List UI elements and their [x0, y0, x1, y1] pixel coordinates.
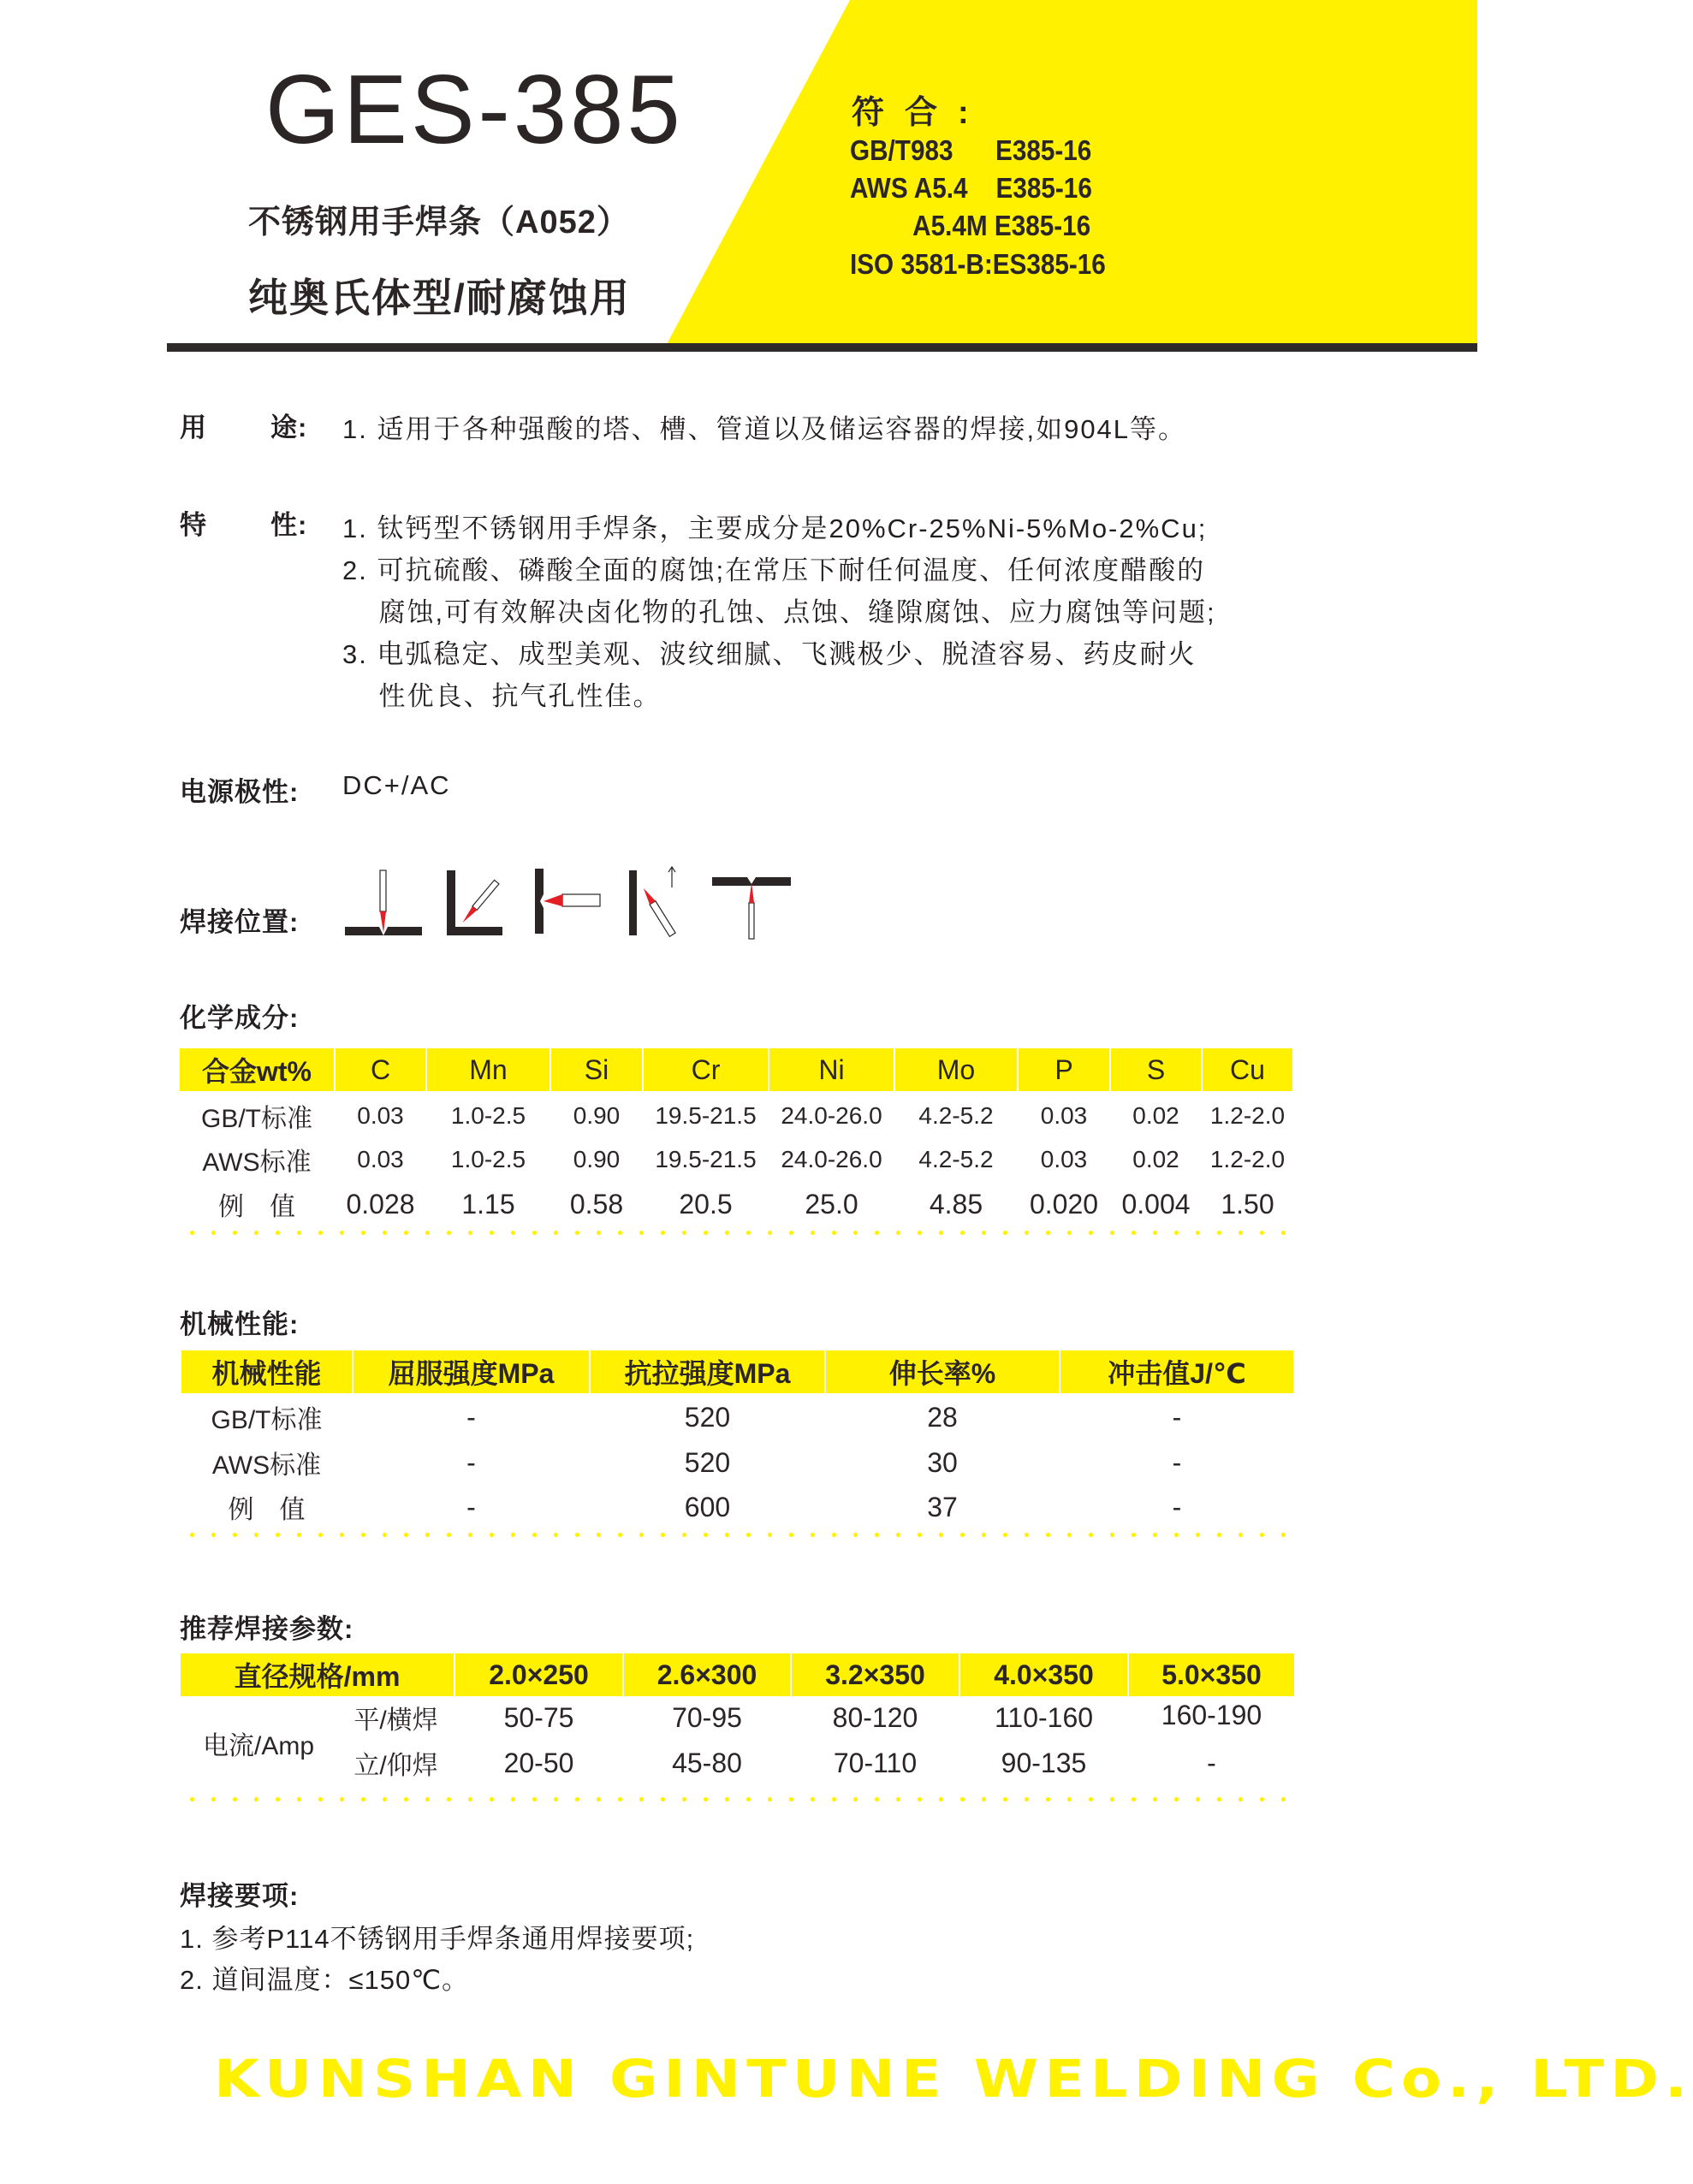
chem-cell: 1.2-2.0: [1209, 1146, 1286, 1172]
param-cell: -: [1207, 1747, 1216, 1778]
chem-cell: 0.90: [573, 1146, 621, 1172]
header-yellow-panel: [0, 0, 1477, 351]
chem-cell: 4.2-5.2: [918, 1102, 994, 1129]
usage-label-1: 用: [180, 412, 207, 442]
mech-cell: 37: [927, 1491, 958, 1522]
param-header-cell: 2.6×300: [624, 1653, 790, 1696]
chem-cell: 0.58: [569, 1188, 624, 1220]
feature-line: 2. 可抗硫酸、磷酸全面的腐蚀;在常压下耐任何温度、任何浓度醋酸的: [342, 555, 1206, 585]
chem-cell: 19.5-21.5: [655, 1102, 757, 1129]
chem-header-cell: C: [336, 1048, 425, 1091]
mech-cell: -: [466, 1446, 476, 1478]
chem-header-cell: Mn: [427, 1048, 549, 1091]
param-cell: 80-120: [832, 1701, 918, 1733]
chem-cell: 24.0-26.0: [781, 1146, 882, 1172]
chem-cell: 0.02: [1132, 1146, 1179, 1172]
usage-item: 1. 适用于各种强酸的塔、槽、管道以及储运容器的焊接,如904L等。: [342, 414, 1187, 444]
param-cell: 45-80: [672, 1747, 742, 1778]
param-header-cell: 5.0×350: [1129, 1653, 1294, 1696]
chem-header-cell: P: [1019, 1048, 1109, 1091]
chem-cell: 0.02: [1132, 1102, 1179, 1129]
mech-cell: -: [1172, 1401, 1182, 1433]
param-cell: 90-135: [1001, 1747, 1087, 1778]
vertical-up-position-icon: [629, 867, 675, 936]
mech-cell: -: [1172, 1446, 1182, 1478]
dotted-divider: [181, 1231, 1294, 1235]
chem-cell: 0.90: [573, 1102, 621, 1129]
param-header-cell: 4.0×350: [960, 1653, 1127, 1696]
dotted-divider: [181, 1533, 1294, 1537]
feature-line: 腐蚀,可有效解决卤化物的孔蚀、点蚀、缝隙腐蚀、应力腐蚀等问题;: [342, 597, 1216, 627]
chem-row-label: AWS标准: [202, 1148, 312, 1177]
mech-cell: 520: [684, 1401, 731, 1433]
current-row-label: 立/仰焊: [353, 1752, 438, 1780]
mech-cell: 600: [684, 1491, 731, 1522]
overhead-position-icon: [712, 877, 791, 939]
chem-cell: 4.2-5.2: [918, 1146, 994, 1172]
feature-line: 性优良、抗气孔性佳。: [342, 681, 662, 711]
chem-header-cell: 合金wt%: [180, 1048, 334, 1091]
current-row-label: 平/横焊: [353, 1706, 438, 1735]
note-item: 1. 参考P114不锈钢用手焊条通用焊接要项;: [180, 1924, 695, 1954]
mech-header-cell: 抗拉强度MPa: [591, 1350, 824, 1393]
chem-cell: 1.15: [461, 1188, 515, 1220]
dotted-divider: [181, 1797, 1294, 1801]
chem-cell: 0.03: [357, 1146, 404, 1172]
chemical-title: 化学成分:: [180, 1003, 300, 1033]
mech-header-cell: 冲击值J/℃: [1060, 1350, 1293, 1393]
param-header-cell: 2.0×250: [455, 1653, 622, 1696]
mech-cell: 28: [927, 1401, 958, 1433]
chem-cell: 1.50: [1221, 1188, 1274, 1220]
chem-cell: 0.028: [346, 1188, 415, 1220]
chem-row-label: 例 值: [218, 1193, 295, 1221]
welding-positions: [338, 860, 800, 946]
current-group-label: 电流/Amp: [202, 1732, 315, 1760]
param-cell: 110-160: [994, 1701, 1094, 1733]
chem-header-cell: Si: [551, 1048, 642, 1091]
chem-cell: 0.004: [1121, 1188, 1191, 1220]
chem-cell: 4.85: [929, 1188, 983, 1220]
conform-standard: ISO 3581-B:ES385-16: [850, 248, 1106, 280]
product-title: GES-385: [265, 54, 684, 164]
polarity-value: DC+/AC: [342, 770, 451, 800]
chem-cell: 24.0-26.0: [781, 1102, 882, 1129]
horizontal-position-icon: [535, 869, 600, 934]
conform-standard: AWS A5.4 E385-16: [850, 172, 1092, 204]
mech-cell: 30: [927, 1446, 958, 1478]
params-title: 推荐焊接参数:: [180, 1614, 354, 1644]
param-cell: 160-190: [1161, 1699, 1262, 1730]
mech-header-cell: 屈服强度MPa: [353, 1350, 589, 1393]
mech-cell: -: [466, 1491, 476, 1522]
chem-cell: 1.2-2.0: [1209, 1102, 1286, 1129]
chem-cell: 0.03: [357, 1102, 404, 1129]
mech-header-cell: 机械性能: [181, 1350, 352, 1393]
chem-cell: 20.5: [679, 1188, 733, 1220]
chem-cell: 0.03: [1040, 1146, 1088, 1172]
param-cell: 70-110: [833, 1747, 918, 1778]
mech-header-cell: 伸长率%: [826, 1350, 1059, 1393]
note-item: 2. 道间温度：≤150℃。: [180, 1965, 470, 1995]
mech-row-label: GB/T标准: [211, 1406, 323, 1434]
chem-header-cell: S: [1111, 1048, 1201, 1091]
chem-header-cell: Ni: [769, 1048, 894, 1091]
chem-header-cell: Cu: [1203, 1048, 1292, 1091]
conform-heading: 符合:: [852, 95, 989, 131]
conform-standard: GB/T983 E385-16: [850, 134, 1092, 166]
chem-cell: 1.0-2.5: [450, 1102, 526, 1129]
features-label-2: 性:: [270, 510, 308, 540]
company-name: KUNSHAN GINTUNE WELDING Co., LTD.: [214, 2048, 1693, 2110]
mech-row-label: 例 值: [228, 1496, 306, 1524]
flat-position-icon: [345, 870, 422, 935]
mech-row-label: AWS标准: [211, 1451, 322, 1480]
chem-cell: 0.020: [1029, 1188, 1099, 1220]
features-label-1: 特: [180, 510, 207, 540]
positions-label: 焊接位置:: [180, 907, 300, 937]
mechanical-title: 机械性能:: [180, 1309, 300, 1339]
param-cell: 70-95: [672, 1701, 742, 1733]
header-divider: [167, 343, 1477, 352]
horizontal-fillet-icon: [447, 870, 502, 935]
feature-line: 3. 电弧稳定、成型美观、波纹细腻、飞溅极少、脱渣容易、药皮耐火: [342, 639, 1197, 669]
param-cell: 50-75: [503, 1701, 574, 1733]
chem-cell: 1.0-2.5: [450, 1146, 526, 1172]
mech-cell: -: [466, 1401, 476, 1433]
chem-row-label: GB/T标准: [200, 1105, 312, 1133]
polarity-label: 电源极性:: [180, 777, 300, 807]
product-subtitle: 不锈钢用手焊条（A052）: [248, 205, 630, 240]
chem-cell: 25.0: [805, 1188, 858, 1220]
chem-cell: 0.03: [1040, 1102, 1088, 1129]
param-header-cell: 3.2×350: [792, 1653, 959, 1696]
product-type: 纯奥氏体型/耐腐蚀用: [248, 276, 631, 320]
mech-cell: 520: [684, 1446, 731, 1478]
notes-title: 焊接要项:: [180, 1881, 300, 1911]
mech-cell: -: [1172, 1491, 1182, 1522]
conform-standard: A5.4M E385-16: [850, 210, 1091, 241]
feature-line: 1. 钛钙型不锈钢用手焊条，主要成分是20%Cr-25%Ni-5%Mo-2%Cu;: [342, 513, 1208, 543]
chem-header-cell: Cr: [644, 1048, 768, 1091]
param-header-cell: 直径规格/mm: [181, 1653, 454, 1696]
usage-label-2: 途:: [270, 412, 308, 442]
chem-header-cell: Mo: [895, 1048, 1017, 1091]
param-cell: 20-50: [503, 1747, 574, 1778]
chem-cell: 19.5-21.5: [655, 1146, 757, 1172]
